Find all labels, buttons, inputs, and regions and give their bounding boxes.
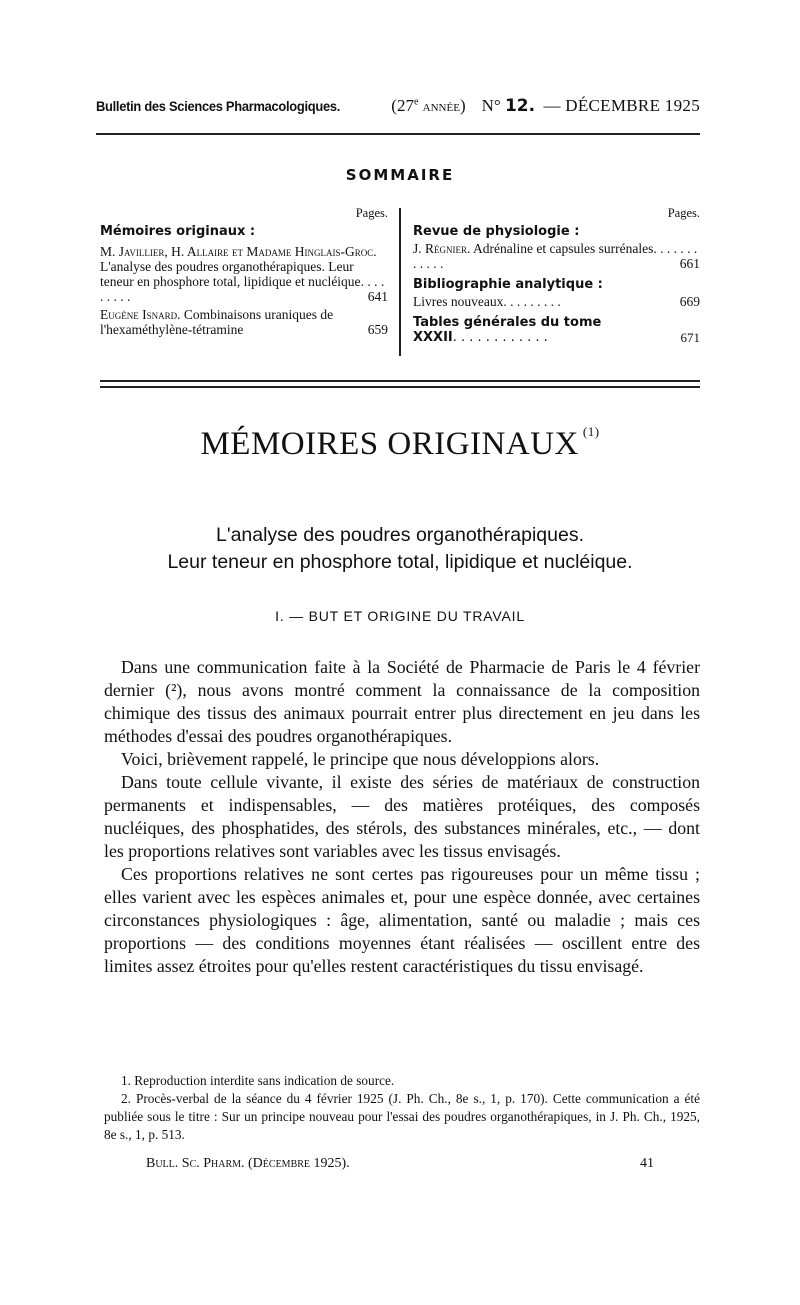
toc-authors: M. Javillier, H. Allaire et Madame Hinglais-Groc. <box>100 244 377 259</box>
footer-citation: Bull. Sc. Pharm. (Décembre 1925). <box>146 1156 350 1171</box>
issue-number: N° 12. <box>481 96 536 116</box>
footnotes <box>104 1072 700 1144</box>
section-memoires: Mémoires originaux : <box>100 224 256 239</box>
toc-page: 641 <box>367 289 388 304</box>
footnote: 1. Reproduction interdite sans indication de source. <box>121 1073 395 1088</box>
issue-month: — DÉCEMBRE 1925 <box>543 96 700 115</box>
article-title: L'analyse des poudres organothérapiques. Leur teneur en phosphore total, lipidique et nucléique. <box>167 524 633 573</box>
sheet-number: 41 <box>640 1156 654 1171</box>
toc-leader: . . . . . . . . . <box>503 294 561 309</box>
column-divider <box>399 208 401 356</box>
pages-label-right: Pages. <box>667 206 700 220</box>
toc-authors: J. Régnier. <box>413 241 471 256</box>
toc-leader: . . . . . . . . . <box>100 274 385 304</box>
sommaire-rule-bottom <box>100 386 700 388</box>
toc-title: Adrénaline et capsules surrénales <box>473 241 654 256</box>
toc-entry-isnard <box>100 307 388 337</box>
section-tables: Tables générales du tome XXXII. . . . . . . . . . . . 671 <box>413 315 700 345</box>
toc-title: Combinaisons uraniques de l'hexaméthylène-tétramine <box>100 307 334 337</box>
journal-name: Bulletin des Sciences Pharmacologiques. <box>96 98 341 114</box>
toc-authors: Eugène Isnard. <box>100 307 181 322</box>
sommaire-left-column <box>100 206 388 337</box>
paragraph: Ces proportions relatives ne sont certes pas rigoureuses pour un même tissu ; elles varient avec les espèces animales et, pour une espèce donnée, avec certaines circonstances physiologiques : âge, alimentation, santé ou maladie ; mais ces proportions — des conditions moyennes étant réalisées — oscillent entre des limites assez étroites pour qu'elles restent caractéristiques du tissu envisagé. <box>104 864 700 976</box>
volume-year: (27e année) <box>391 96 466 115</box>
toc-entry-livres <box>413 294 700 309</box>
toc-entry-javillier <box>100 244 388 304</box>
running-head <box>96 96 700 122</box>
paragraph: Dans toute cellule vivante, il existe des séries de matériaux de construction permanents et indispensables, — des matières protéiques, des composés nucléiques, des phosphatides, des stérols, des substances minérales, etc., — dont les proportions relatives sont variables avec les tissus envisagés. <box>104 772 700 861</box>
toc-leader: . . . . . . . . . . . . <box>413 241 698 271</box>
section-title: MÉMOIRES ORIGINAUX $^{(1)}$ <box>200 424 600 462</box>
header-rule <box>96 133 700 135</box>
toc-title: Livres nouveaux <box>413 294 504 309</box>
toc-title: L'analyse des poudres organothérapiques. Leur teneur en phosphore total, lipidique et nucléique <box>100 259 361 289</box>
part-heading: I. — BUT ET ORIGINE DU TRAVAIL <box>275 608 525 624</box>
paragraph: Voici, brièvement rappelé, le principe que nous développions alors. <box>121 749 600 769</box>
sommaire-right-column <box>413 206 700 345</box>
section-physiologie: Revue de physiologie : <box>413 224 580 239</box>
toc-entry-regnier <box>413 241 700 271</box>
toc-page: 661 <box>679 256 700 271</box>
title-footnote-ref: (1) <box>582 424 600 439</box>
article-body <box>104 656 700 978</box>
sommaire-title: SOMMAIRE <box>345 166 455 184</box>
footnote: 2. Procès-verbal de la séance du 4 février 1925 (J. Ph. Ch., 8e s., 1, p. 170). Cette communication a été publiée sous le titre : Sur un principe nouveau pour l'essai des poudres organothérapiques, in J. Ph. Ch., 1925, 8e s., 1, p. 513. <box>104 1091 700 1142</box>
paragraph: Dans une communication faite à la Société de Pharmacie de Paris le 4 février dernier (²), nous avons montré comment la connaissance de la composition chimique des tissus des animaux pourrait entrer plus directement en jeu dans les méthodes d'essai des poudres organothérapiques. <box>104 657 700 746</box>
page-footer <box>146 1156 654 1172</box>
toc-page: 659 <box>367 322 388 337</box>
pages-label-left: Pages. <box>355 206 388 220</box>
toc-page: 669 <box>679 294 700 309</box>
sommaire-rule-top <box>100 380 700 382</box>
section-bibliographie: Bibliographie analytique : <box>413 277 603 292</box>
